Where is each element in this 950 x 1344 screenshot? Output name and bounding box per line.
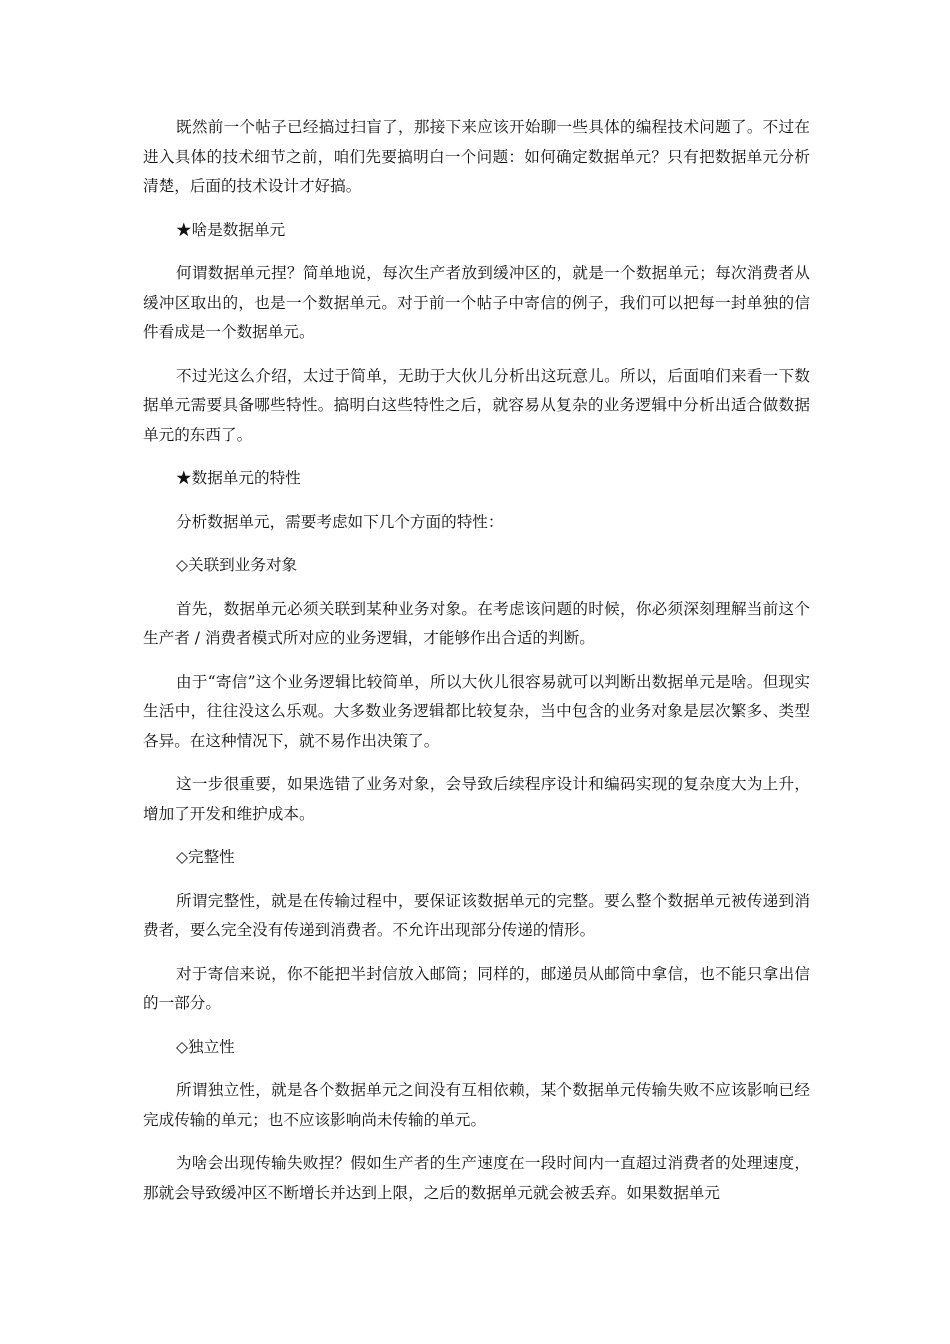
paragraph-intro: 既然前一个帖子已经搞过扫盲了，那接下来应该开始聊一些具体的编程技术问题了。不过在进入具体的技术细节之前，咱们先要搞明白一个问题：如何确定数据单元？只有把数据单元分析清楚，后面的技术设计才好搞。 [143,118,810,195]
paragraph-too-simple: 不过光这么介绍，太过于简单，无助于大伙儿分析出这玩意儿。所以，后面咱们来看一下数据单元需要具备哪些特性。搞明白这些特性之后，就容易从复杂的业务逻辑中分析出适合做数据单元的东西了。 [143,366,810,444]
document-page [143,113,810,1222]
subheading-integrity: ◇完整性 [176,848,235,866]
paragraph-independence-2: 为啥会出现传输失败捏？假如生产者的生产速度在一段时间内一直超过消费者的处理速度，那就会导致缓冲区不断增长并达到上限，之后的数据单元就会被丢弃。如果数据单元 [143,1154,810,1202]
paragraph-business-object-2: 由于“寄信”这个业务逻辑比较简单，所以大伙儿很容易就可以判断出数据单元是啥。但现实生活中，往往没这么乐观。大多数业务逻辑都比较复杂，当中包含的业务对象是层次繁多、类型各异。在这种情况下，就不易作出决策了。 [143,672,810,750]
paragraph-business-object-3: 这一步很重要，如果选错了业务对象，会导致后续程序设计和编码实现的复杂度大为上升，增加了开发和维护成本。 [143,775,810,823]
subheading-independence: ◇独立性 [176,1037,235,1056]
paragraph-properties-intro: 分析数据单元，需要考虑如下几个方面的特性： [176,512,504,531]
paragraph-independence-1: 所谓独立性，就是各个数据单元之间没有互相依赖，某个数据单元传输失败不应该影响已经完成传输的单元；也不应该影响尚未传输的单元。 [143,1081,810,1129]
paragraph-integrity-2: 对于寄信来说，你不能把半封信放入邮筒；同样的，邮递员从邮筒中拿信，也不能只拿出信的一部分。 [143,964,810,1012]
section-heading-data-unit-properties: ★数据单元的特性 [176,469,301,487]
paragraph-integrity-1: 所谓完整性，就是在传输过程中，要保证该数据单元的完整。要么整个数据单元被传递到消费者，要么完全没有传递到消费者。不允许出现部分传递的情形。 [143,891,810,939]
paragraph-business-object-1: 首先，数据单元必须关联到某种业务对象。在考虑该问题的时候，你必须深刻理解当前这个生产者 / 消费者模式所对应的业务逻辑，才能够作出合适的判断。 [143,599,810,647]
subheading-business-object: ◇关联到业务对象 [176,556,298,574]
paragraph-definition: 何谓数据单元捏？简单地说，每次生产者放到缓冲区的，就是一个数据单元；每次消费者从缓冲区取出的，也是一个数据单元。对于前一个帖子中寄信的例子，我们可以把每一封单独的信件看成是一个数据单元。 [143,264,810,341]
section-heading-what-is-data-unit: ★啥是数据单元 [176,220,286,239]
